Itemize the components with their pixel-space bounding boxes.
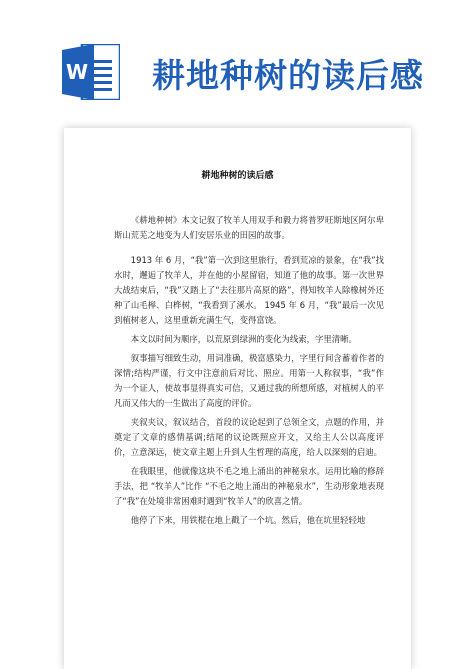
paragraph: 他停了下来，用铁棍在地上戳了一个坑。然后，他在坑里轻轻地 — [130, 515, 366, 525]
document-page — [64, 128, 411, 669]
document-body — [114, 198, 384, 532]
paragraph: 在我眼里，他就像这块不毛之地上涌出的神秘泉水。运用比喻的修辞手法，把 “牧羊人”比作 “不毛之地上涌出的神秘泉水”，生动形象地表现了“我”在处境非常困难时遇到“牧羊人”的欣喜之情。 — [114, 466, 384, 506]
header-banner — [0, 0, 474, 100]
document-title: 耕地种树的读后感 — [201, 171, 274, 181]
paragraph: 1913 年 6 月，“我”第一次到这里旅行，看到荒凉的景象，在“我”找水时，邂逅了牧羊人，并在他的小屋留宿，知道了他的故事。第一次世界大战结束后，“我”又踏上了“去往那片高原的路”，得知牧羊人除橡树外还种了山毛榉、白桦树，“我看到了溪水。 1945 年 6 月，“我”最后一次见到植树老人，这里重新充满生气，变得富饶。 — [114, 255, 384, 325]
paragraph: 夹叙夹议，叙议结合，首段的议论起到了总领全文，点题的作用，并奠定了文章的感情基调;结尾的议论既照应开文，又给主人公以高度评价，立意深远，使文章主题上升到人生哲理的高度，给人以深刻的启迪。 — [114, 417, 384, 457]
paragraph: 《耕地种树》本文记叙了牧羊人用双手和毅力将普罗旺斯地区阿尔卑斯山荒芜之地变为人们安居乐业的田园的故事。 — [114, 215, 384, 240]
banner-title: 耕地种树的读后感 — [152, 56, 424, 95]
paragraph: 本文以时间为顺序，以荒原到绿洲的变化为线索，字里清晰。 — [130, 334, 357, 344]
svg-text:W: W — [65, 60, 89, 84]
paragraph: 叙事描写细致生动，用词准确，极富感染力，字里行间含蓄着作者的深情;结构严谨，行文中注意前后对比、照应。用第一人称叙事，“我”作为一个证人，使故事显得真实可信，又通过我的所想所感，对植树人的平凡而又伟大的一生做出了高度的评价。 — [114, 353, 384, 408]
word-document-icon — [62, 44, 120, 100]
